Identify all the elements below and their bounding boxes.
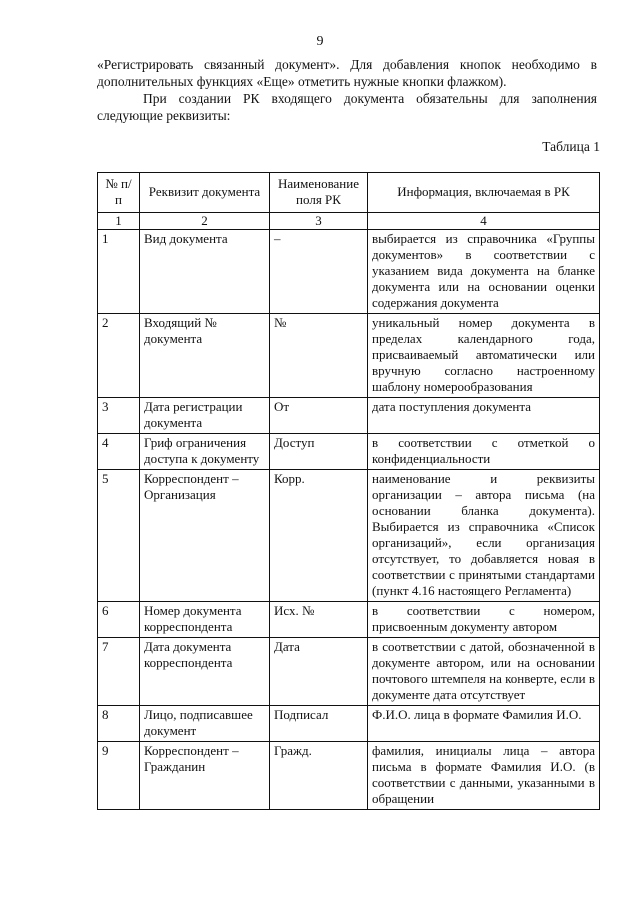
- row-field-name: №: [270, 314, 368, 398]
- row-info: в соответствии с датой, обозначенной в документе автором, или на основании почтового штемпеля на конверте, если в документе дата отсутствует: [368, 638, 600, 706]
- row-field-name: Подписал: [270, 706, 368, 742]
- row-requisite: Корреспондент – Организация: [140, 470, 270, 602]
- table-row: [98, 742, 600, 810]
- table-row: [98, 602, 600, 638]
- column-number-row: [98, 213, 600, 230]
- table-row: [98, 706, 600, 742]
- paragraph-continuation: «Регистрировать связанный документ». Для добавления кнопок необходимо в дополнительных функциях «Еще» отметить нужные кнопки флажком).: [97, 57, 597, 89]
- row-number: 3: [98, 398, 140, 434]
- row-field-name: Дата: [270, 638, 368, 706]
- row-field-name: Корр.: [270, 470, 368, 602]
- row-info: наименование и реквизиты организации – автора письма (на основании бланка документа). Выбирается из справочника «Список организаций», если организация отсутствует, то добавляется новая в соответствии с принятыми стандартами (пункт 4.16 настоящего Регламента): [368, 470, 600, 602]
- header-number: № п/п: [98, 173, 140, 213]
- row-number: 6: [98, 602, 140, 638]
- row-number: 7: [98, 638, 140, 706]
- paragraph-requirements-intro: При создании РК входящего документа обязательны для заполнения следующие реквизиты:: [97, 91, 597, 123]
- row-requisite: Входящий № документа: [140, 314, 270, 398]
- row-field-name: Доступ: [270, 434, 368, 470]
- column-number: 4: [368, 213, 600, 230]
- row-requisite: Вид документа: [140, 230, 270, 314]
- row-requisite: Номер документа корреспондента: [140, 602, 270, 638]
- header-field-name: Наименование поля РК: [270, 173, 368, 213]
- row-info: дата поступления документа: [368, 398, 600, 434]
- row-info: уникальный номер документа в пределах календарного года, присваиваемый автоматически или вручную согласно настроенному шаблону номерообразования: [368, 314, 600, 398]
- row-requisite: Гриф ограничения доступа к документу: [140, 434, 270, 470]
- header-info: Информация, включаемая в РК: [368, 173, 600, 213]
- table-row: [98, 470, 600, 602]
- header-requisite: Реквизит документа: [140, 173, 270, 213]
- column-number: 3: [270, 213, 368, 230]
- row-number: 2: [98, 314, 140, 398]
- table-caption: Таблица 1: [542, 139, 600, 154]
- row-number: 1: [98, 230, 140, 314]
- row-number: 8: [98, 706, 140, 742]
- column-number: 1: [98, 213, 140, 230]
- table-row: [98, 638, 600, 706]
- row-field-name: Гражд.: [270, 742, 368, 810]
- row-number: 9: [98, 742, 140, 810]
- row-field-name: –: [270, 230, 368, 314]
- page-number: 9: [316, 34, 324, 49]
- row-info: в соответствии с номером, присвоенным документу автором: [368, 602, 600, 638]
- row-requisite: Лицо, подписавшее документ: [140, 706, 270, 742]
- row-info: Ф.И.О. лица в формате Фамилия И.О.: [368, 706, 600, 742]
- row-info: фамилия, инициалы лица – автора письма в формате Фамилия И.О. (в соответствии с данными, указанными в обращении: [368, 742, 600, 810]
- requisites-table: [97, 172, 600, 810]
- row-info: выбирается из справочника «Группы документов» в соответствии с указанием вида документа на бланке документа или на основании оценки содержания документа: [368, 230, 600, 314]
- table-header-row: [98, 173, 600, 213]
- row-info: в соответствии с отметкой о конфиденциальности: [368, 434, 600, 470]
- table-row: [98, 398, 600, 434]
- row-number: 4: [98, 434, 140, 470]
- table-row: [98, 230, 600, 314]
- table-row: [98, 434, 600, 470]
- row-requisite: Дата документа корреспондента: [140, 638, 270, 706]
- row-requisite: Корреспондент – Гражданин: [140, 742, 270, 810]
- column-number: 2: [140, 213, 270, 230]
- row-field-name: От: [270, 398, 368, 434]
- row-number: 5: [98, 470, 140, 602]
- table-row: [98, 314, 600, 398]
- row-requisite: Дата регистрации документа: [140, 398, 270, 434]
- row-field-name: Исх. №: [270, 602, 368, 638]
